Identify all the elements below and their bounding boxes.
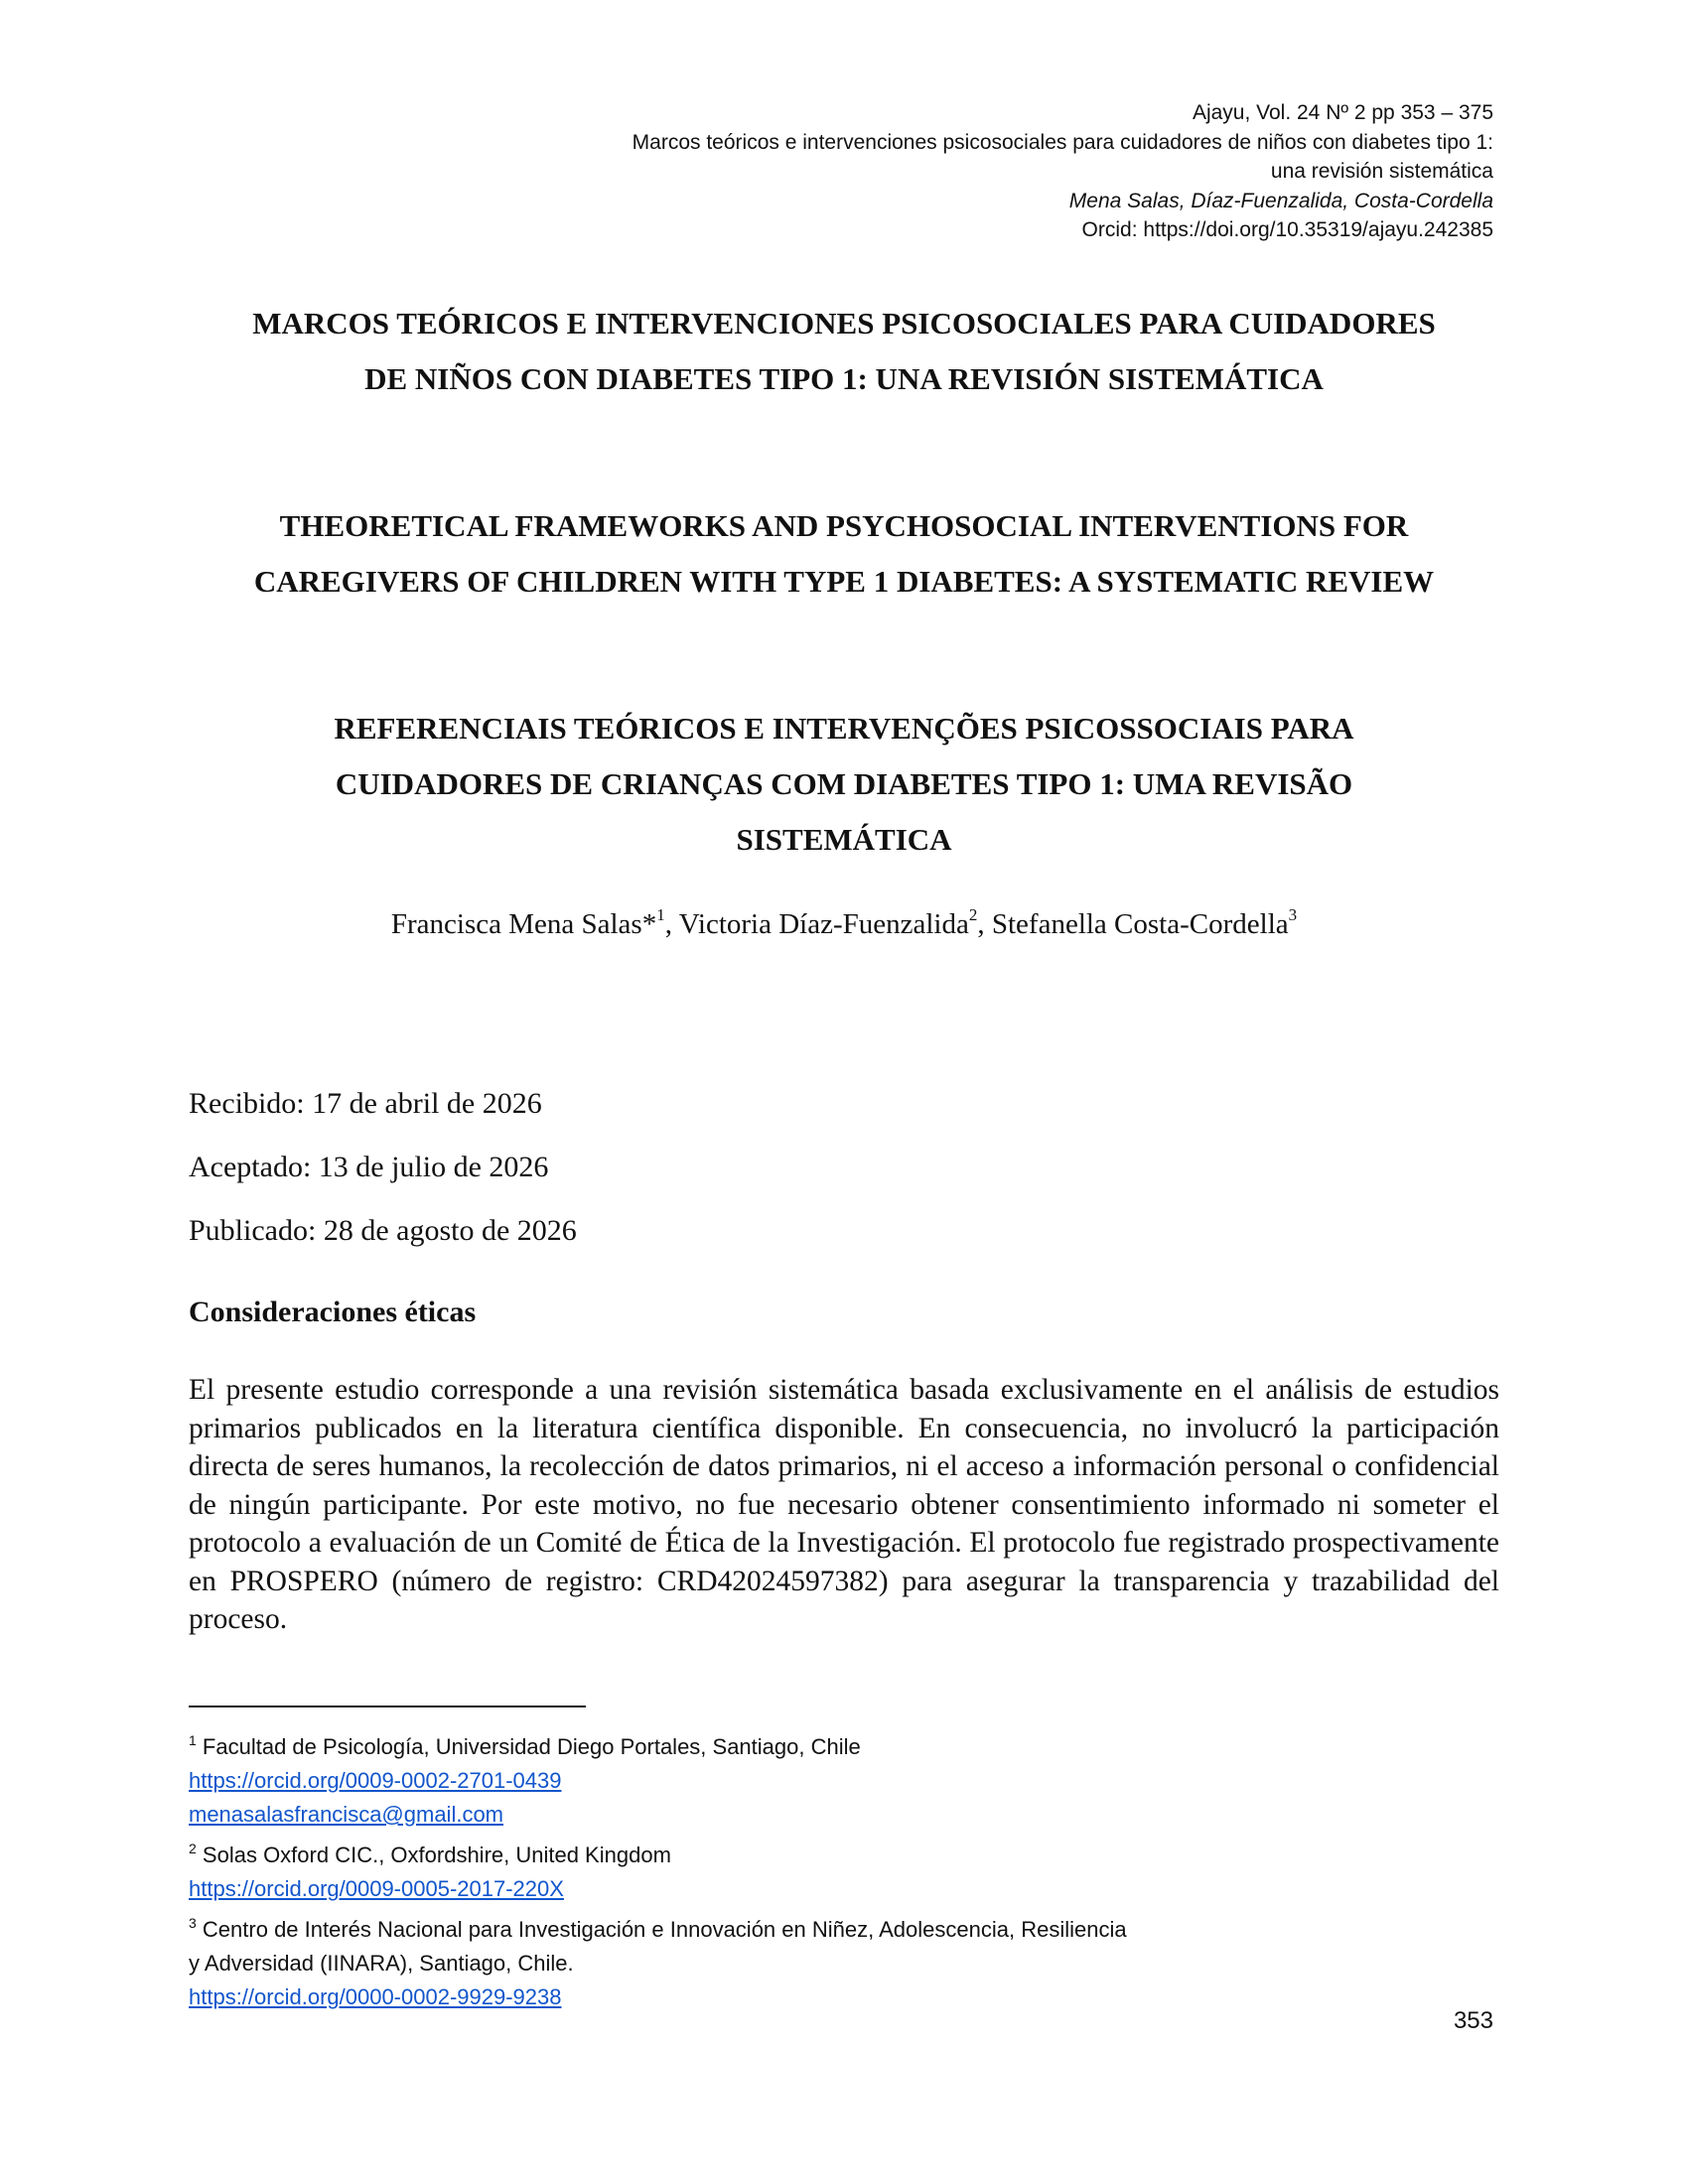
title-portuguese [189,701,1499,868]
footnote-2-mark: 2 [189,1841,197,1856]
footnote-2-orcid-link[interactable]: https://orcid.org/0009-0005-2017-220X [189,1876,564,1901]
published-date: Publicado: 28 de agosto de 2026 [189,1214,577,1247]
ethics-heading: Consideraciones éticas [189,1296,477,1328]
footnote-3-mark: 3 [189,1915,197,1931]
running-authors: Mena Salas, Díaz-Fuenzalida, Costa-Cordella [1068,189,1493,212]
footnote-divider [189,1706,586,1707]
title-spanish-line-2: DE NIÑOS CON DIABETES TIPO 1: UNA REVISIÓN SISTEMÁTICA [364,361,1324,396]
author-3-affiliation-mark: 3 [1288,905,1298,924]
article-titles [189,296,1499,868]
author-2-name: Victoria Díaz-Fuenzalida [678,908,969,940]
title-spanish [189,296,1499,407]
title-spanish-line-1: MARCOS TEÓRICOS E INTERVENCIONES PSICOSOCIALES PARA CUIDADORES [252,306,1436,341]
title-portuguese-line-1: REFERENCIAIS TEÓRICOS E INTERVENÇÕES PSICOSSOCIAIS PARA [334,711,1354,746]
author-3-name: Stefanella Costa-Cordella [991,908,1289,940]
footnote-3-affiliation-line-2: y Adversidad (IINARA), Santiago, Chile. [189,1951,574,1976]
footnote-2-affiliation: Solas Oxford CIC., Oxfordshire, United Kingdom [202,1843,671,1867]
footnote-1-affiliation: Facultad de Psicología, Universidad Diego Portales, Santiago, Chile [202,1734,861,1759]
footnote-3-affiliation-line-1: Centro de Interés Nacional para Investigación e Innovación en Niñez, Adolescencia, Resiliencia [202,1917,1127,1942]
author-1-affiliation-mark: 1 [656,905,665,924]
running-header [302,98,1493,245]
title-portuguese-line-2: CUIDADORES DE CRIANÇAS COM DIABETES TIPO 1: UMA REVISÃO [335,766,1353,801]
author-2-affiliation-mark: 2 [968,905,978,924]
ethics-paragraph: El presente estudio corresponde a una revisión sistemática basada exclusivamente en el análisis de estudios primarios publicados en la literatura científica disponible. En consecuencia, no involucró la participación directa de seres humanos, la recolección de datos primarios, ni el acceso a información personal o confidencial de ningún participante. Por este motivo, no fue necesario obtener consentimiento informado ni someter el protocolo a evaluación de un Comité de Ética de la Investigación. El protocolo fue registrado prospectivamente en PROSPERO (número de registro: CRD42024597382) para asegurar la transparencia y trazabilidad del proceso. [189,1374,1499,1635]
title-english [189,498,1499,610]
footnote-3 [189,1906,1499,1947]
footnote-1-orcid-link[interactable]: https://orcid.org/0009-0002-2701-0439 [189,1768,562,1793]
footnote-1-email-link[interactable]: menasalasfrancisca@gmail.com [189,1802,504,1827]
publication-dates [189,1084,577,1275]
accepted-date: Aceptado: 13 de julio de 2026 [189,1151,549,1183]
footnote-2 [189,1832,1499,1872]
received-date: Recibido: 17 de abril de 2026 [189,1087,542,1120]
title-portuguese-line-3: SISTEMÁTICA [736,822,952,857]
running-title-line-1: Marcos teóricos e intervenciones psicosociales para cuidadores de niños con diabetes tipo 1: [632,130,1493,154]
journal-citation: Ajayu, Vol. 24 Nº 2 pp 353 – 375 [1192,101,1493,124]
footnote-3-orcid-link[interactable]: https://orcid.org/0000-0002-9929-9238 [189,1984,562,2009]
footnote-1-mark: 1 [189,1732,197,1748]
running-title-line-2: una revisión sistemática [1270,160,1493,183]
footnotes [189,1723,1499,2014]
running-orcid: Orcid: https://doi.org/10.35319/ajayu.242385 [1081,218,1493,241]
title-english-line-1: THEORETICAL FRAMEWORKS AND PSYCHOSOCIAL INTERVENTIONS FOR [279,508,1409,543]
footnote-1 [189,1723,1499,1764]
page-number: 353 [1453,2007,1493,2034]
title-english-line-2: CAREGIVERS OF CHILDREN WITH TYPE 1 DIABETES: A SYSTEMATIC REVIEW [253,564,1435,599]
author-1-name: Francisca Mena Salas* [390,908,657,940]
author-list: Francisca Mena Salas*$^1$, Victoria Díaz-Fuenzalida$^2$, Stefanella Costa-Cordella$^3$ [390,905,1298,940]
